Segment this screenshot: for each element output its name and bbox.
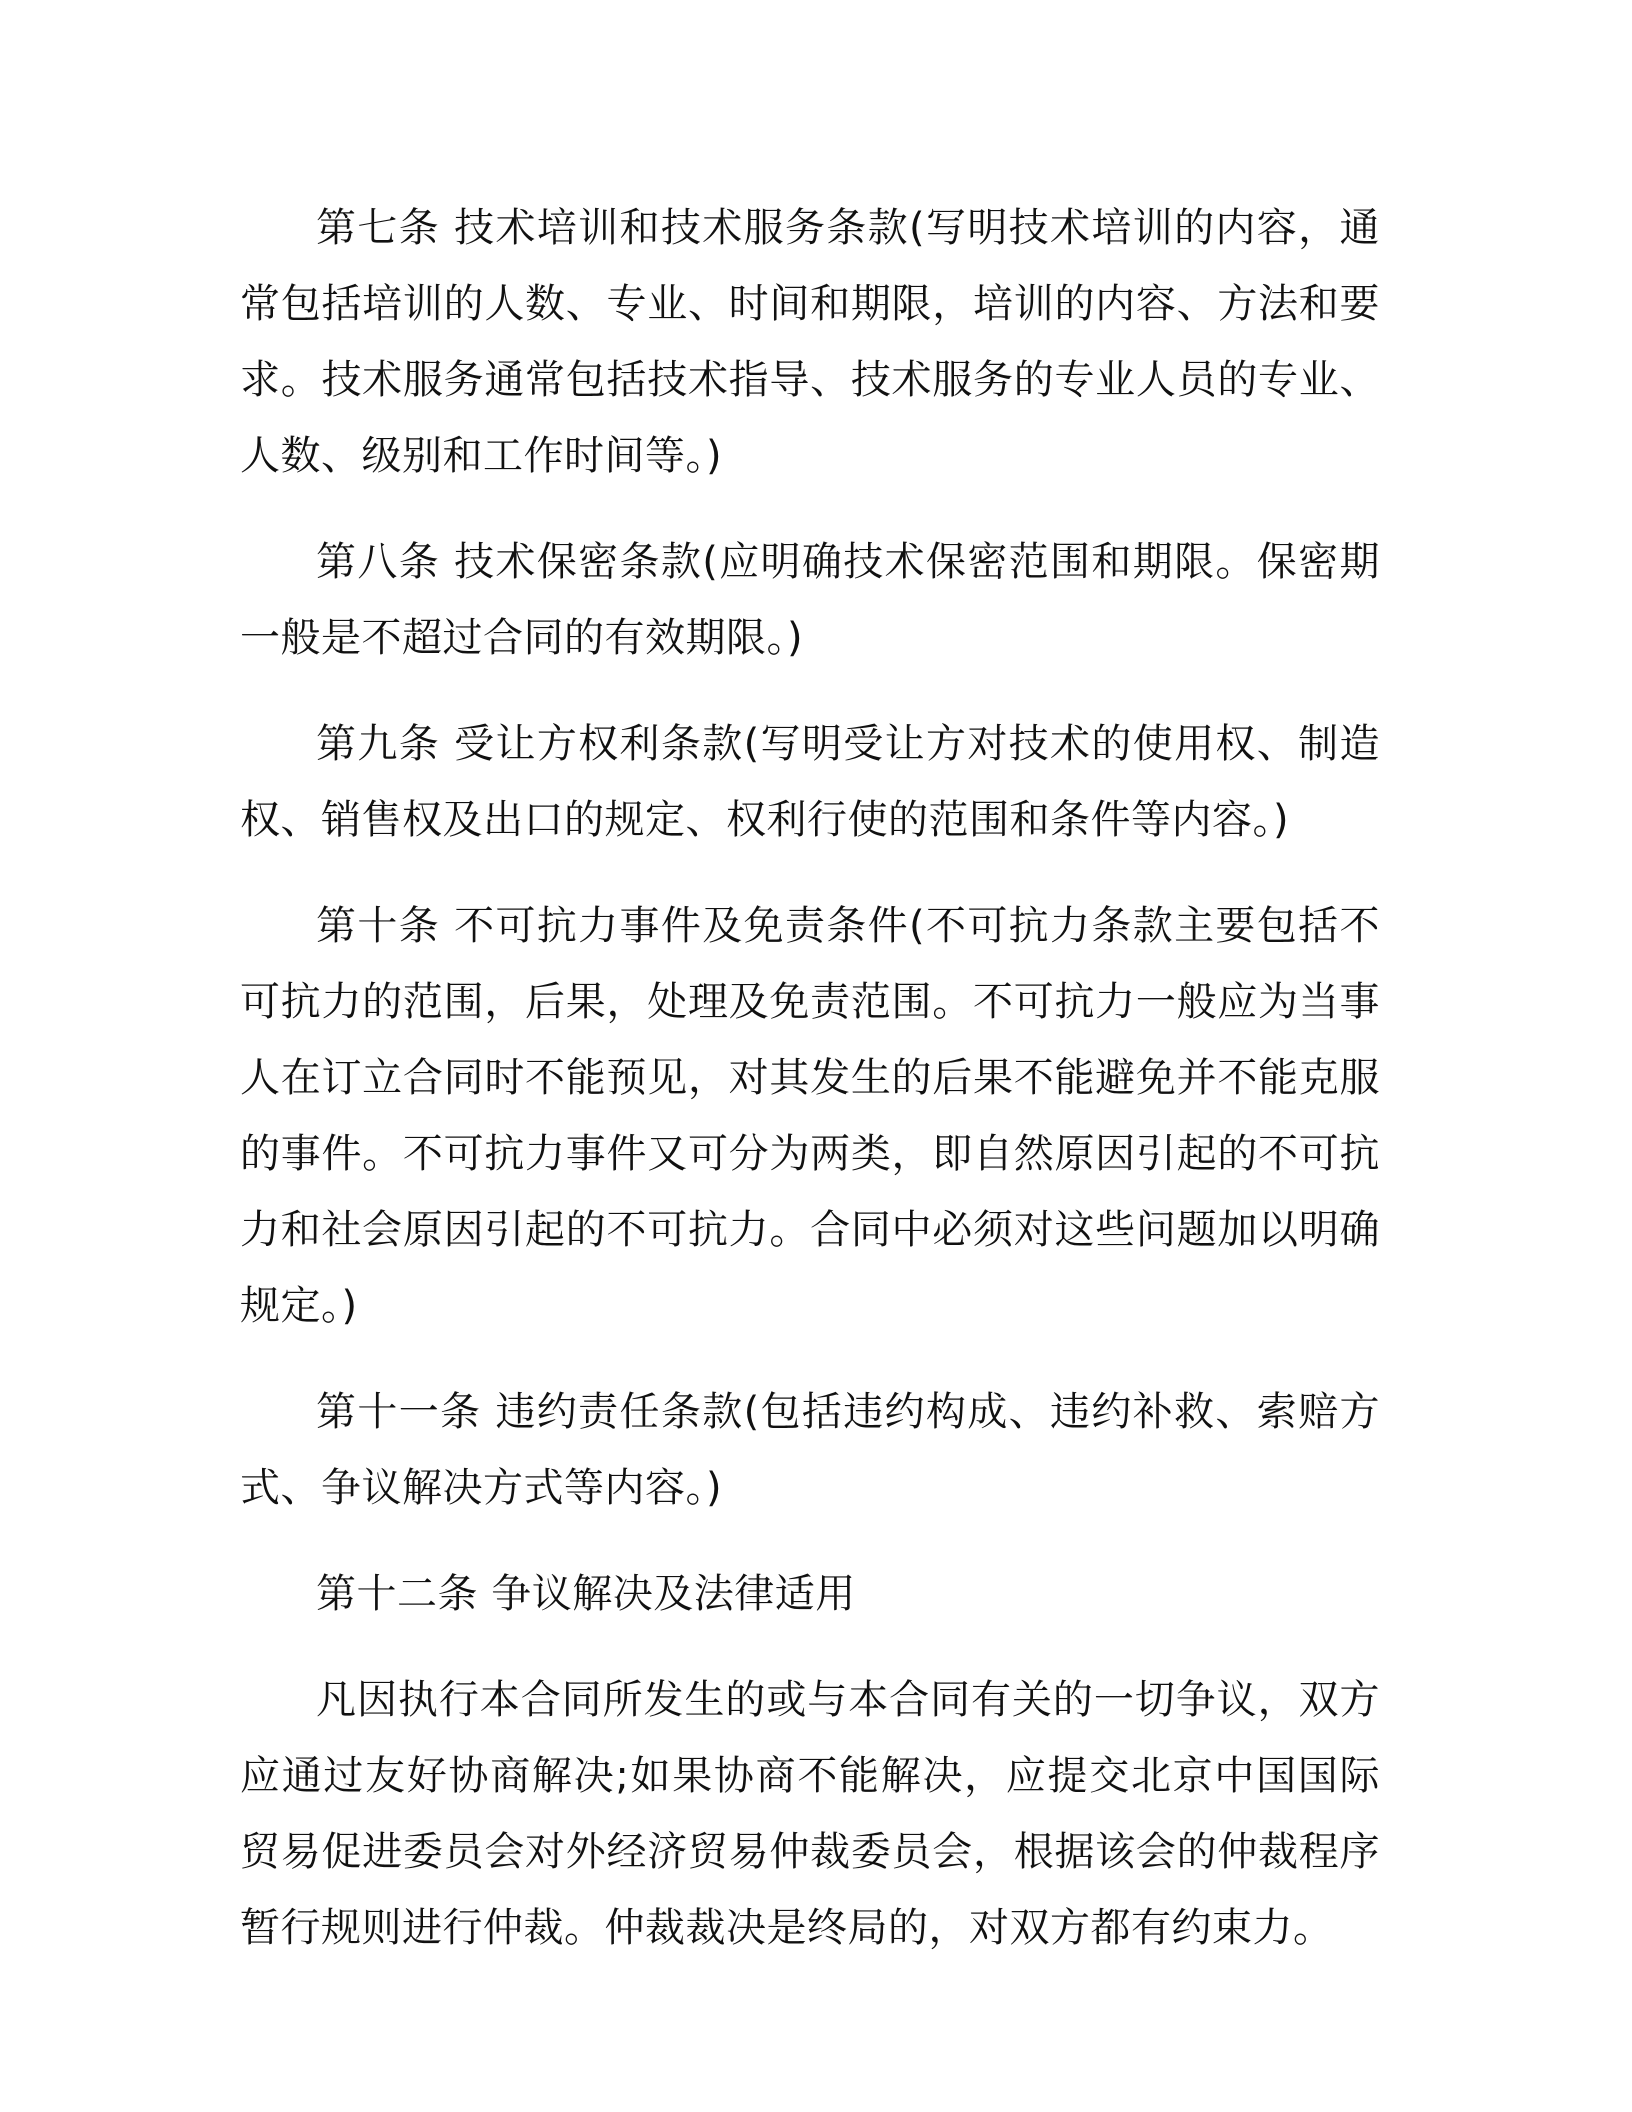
paragraph-article-8: 第八条 技术保密条款(应明确技术保密范围和期限。保密期一般是不超过合同的有效期限。) [240,539,1380,661]
document-body [240,190,1380,1996]
paragraph-article-10: 第十条 不可抗力事件及免责条件(不可抗力条款主要包括不可抗力的范围，后果，处理及免责范围。不可抗力一般应为当事人在订立合同时不能预见，对其发生的后果不能避免并不能克服的事件。不可抗力事件又可分为两类，即自然原因引起的不可抗力和社会原因引起的不可抗力。合同中必须对这些问题加以明确规定。) [240,903,1380,1329]
paragraph-article-9: 第九条 受让方权利条款(写明受让方对技术的使用权、制造权、销售权及出口的规定、权利行使的范围和条件等内容。) [240,721,1380,843]
paragraph-article-12-body: 凡因执行本合同所发生的或与本合同有关的一切争议，双方应通过友好协商解决;如果协商不能解决，应提交北京中国国际贸易促进委员会对外经济贸易仲裁委员会，根据该会的仲裁程序暂行规则进行仲裁。仲裁裁决是终局的，对双方都有约束力。 [240,1677,1380,1951]
paragraph-article-7: 第七条 技术培训和技术服务条款(写明技术培训的内容，通常包括培训的人数、专业、时间和期限，培训的内容、方法和要求。技术服务通常包括技术指导、技术服务的专业人员的专业、人数、级别和工作时间等。) [240,205,1380,479]
paragraph-article-11: 第十一条 违约责任条款(包括违约构成、违约补救、索赔方式、争议解决方式等内容。) [240,1389,1380,1511]
paragraph-article-12-heading: 第十二条 争议解决及法律适用 [316,1571,856,1617]
